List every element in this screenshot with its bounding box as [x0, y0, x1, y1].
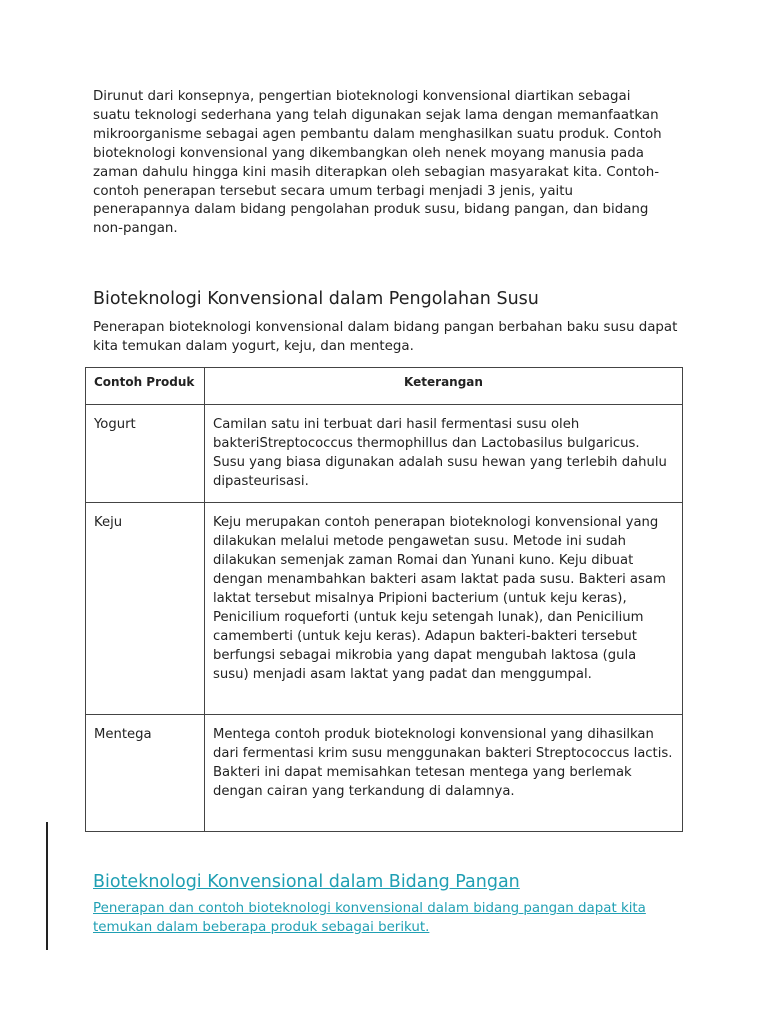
section-lead-dairy: Penerapan bioteknologi konvensional dalam bidang pangan berbahan baku susu dapat kita temukan dalam yogurt, keju, dan mentega.	[93, 320, 678, 354]
description-cell: Camilan satu ini terbuat dari hasil fermentasi susu oleh bakteriStreptococcus thermophillus dan Lactobasilus bulgaricus. Susu yang biasa digunakan adalah susu hewan yang terlebih dahulu dipasteurisasi.	[205, 405, 683, 503]
table-row	[86, 715, 683, 832]
intro-paragraph: Dirunut dari konsepnya, pengertian bioteknologi konvensional diartikan sebagai suatu teknologi sederhana yang telah digunakan sejak lama dengan memanfaatkan mikroorganisme sebagai agen pembantu dalam menghasilkan suatu produk. Contoh bioteknologi konvensional yang dikembangkan oleh nenek moyang manusia pada zaman dahulu hingga kini masih diterapkan oleh sebagian masyarakat kita. Contoh-contoh penerapan tersebut secara umum terbagi menjadi 3 jenis, yaitu penerapannya dalam bidang pengolahan produk susu, bidang pangan, dan bidang non-pangan.	[93, 89, 662, 237]
product-table	[85, 367, 683, 832]
table-row	[86, 503, 683, 715]
description-cell: Mentega contoh produk bioteknologi konvensional yang dihasilkan dari fermentasi krim susu menggunakan bakteri Streptococcus lactis. Bakteri ini dapat memisahkan tetesan mentega yang berlemak dengan cairan yang terkandung di dalamnya.	[205, 715, 683, 832]
product-cell: Mentega	[86, 715, 205, 832]
margin-change-bar	[46, 822, 48, 950]
header-description: Keterangan	[205, 368, 683, 405]
table-row	[86, 405, 683, 503]
product-cell: Yogurt	[86, 405, 205, 503]
header-product: Contoh Produk	[86, 368, 205, 405]
table-header-row	[86, 368, 683, 405]
section-lead-food-link[interactable]: Penerapan dan contoh bioteknologi konvensional dalam bidang pangan dapat kita temukan dalam beberapa produk sebagai berikut.	[93, 901, 646, 935]
product-cell: Keju	[86, 503, 205, 715]
section-heading-dairy: Bioteknologi Konvensional dalam Pengolahan Susu	[93, 289, 539, 309]
section-heading-food-link[interactable]: Bioteknologi Konvensional dalam Bidang Pangan	[93, 872, 520, 892]
description-cell: Keju merupakan contoh penerapan bioteknologi konvensional yang dilakukan melalui metode pengawetan susu. Metode ini sudah dilakukan semenjak zaman Romai dan Yunani kuno. Keju dibuat dengan menambahkan bakteri asam laktat pada susu. Bakteri asam laktat tersebut misalnya Pripioni bacterium (untuk keju keras), Penicilium roqueforti (untuk keju setengah lunak), dan Penicilium camemberti (untuk keju keras). Adapun bakteri-bakteri tersebut berfungsi sebagai mikrobia yang dapat mengubah laktosa (gula susu) menjadi asam laktat yang padat dan menggumpal.	[205, 503, 683, 715]
